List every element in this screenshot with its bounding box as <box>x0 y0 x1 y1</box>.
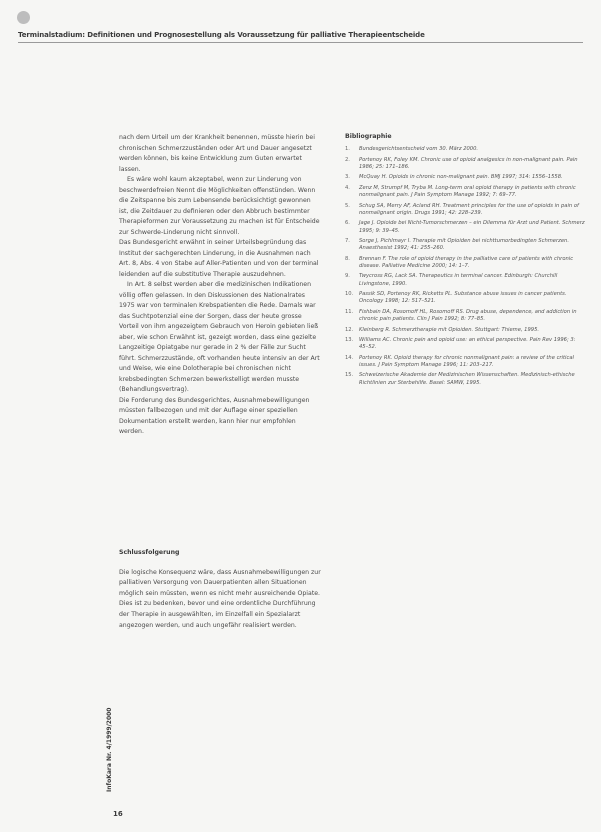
bibliography-text: Schug SA, Merry AF, Acland RH. Treatment principles for the use of opioids in pain of nonmalignant origin. Drugs 1991; 42: 228–239. <box>359 202 579 216</box>
bibliography-text: Sorge J, Pichlmayr I. Therapie mit Opioiden bei nichttumorbedingten Schmerzen. Anaesthesist 1992; 41: 255–260. <box>359 238 569 252</box>
bibliography-number: 6. <box>345 220 350 227</box>
body-paragraph: Das Bundesgericht erwähnt in seiner Urteilsbegründung das Institut der sachgerechten Linderung, in die Ausnahmen nach Art. 8, Abs. 4 von Stabe auf Aller-Patienten und von der terminal leidenden auf die substitutive Therapie auszudehnen. <box>119 239 319 278</box>
bibliography-item <box>345 337 585 351</box>
bibliography-item <box>345 185 585 199</box>
bibliography-item <box>345 372 585 386</box>
bibliography-number: 1. <box>345 146 350 153</box>
bibliography-number: 7. <box>345 238 350 245</box>
bibliography-number: 10. <box>345 291 354 298</box>
body-paragraph: Es wäre wohl kaum akzeptabel, wenn zur Linderung von beschwerdefreien Nennt die Möglichkeiten offenstünden. Wenn die Zeitspanne bis zum Lebensende berücksichtigt gewonnen ist, die Zeitdauer zu definieren oder den Abbruch bestimmter Therapieformen zur Voraussetzung zu machen ist für Entscheide zur Schwerde-Linderung nicht sinnvoll. <box>119 176 320 236</box>
bibliography-number: 2. <box>345 156 350 163</box>
bibliography-number: 13. <box>345 337 354 344</box>
bibliography-item <box>345 273 585 287</box>
bibliography-item <box>345 355 585 369</box>
bibliography-number: 5. <box>345 202 350 209</box>
bibliography-list <box>345 146 585 387</box>
bibliography-number: 4. <box>345 184 350 191</box>
bibliography-column <box>345 133 585 390</box>
bibliography-item <box>345 309 585 323</box>
body-paragraph: Die Forderung des Bundesgerichtes, Ausnahmebewilligungen müssten fallbezogen und mit der Auflage einer speziellen Dokumentation erstellt werden, kann hier nur empfohlen werden. <box>119 396 310 435</box>
bibliography-text: Fishbain DA, Rosomoff HL, Rosomoff RS. Drug abuse, dependence, and addiction in chronic pain patients. Clin J Pain 1992; 8: 77–85. <box>359 308 577 323</box>
body-paragraph: nach dem Urteil um der Krankheit benennen, müsste hierin bei chronischen Schmerzzuständen oder Art und Dauer angesetzt werden können, bis keine Entwicklung zum Guten erwartet lassen. <box>119 134 315 173</box>
bibliography-text: Twycross RG, Lack SA. Therapeutics in terminal cancer. Edinburgh: Churchill Livingstone, 1990. <box>359 273 558 287</box>
running-head: Terminalstadium: Definitionen und Prognosestellung als Voraussetzung für palliative Therapieentscheide <box>18 31 425 39</box>
summary-heading: Schlussfolgerung <box>119 549 180 556</box>
bibliography-number: 12. <box>345 326 354 333</box>
summary-text: Die logische Konsequenz wäre, dass Ausnahmebewilligungen zur palliativen Versorgung von Dauerpatienten allen Situationen möglich sein müssten, wenn es nicht mehr ausreichende Opiate. Dies ist zu bedenken, bevor und eine ordentliche Durchführung der Therapie in ausgewählten, im Einzelfall ein Spezialarzt angezogen werden, und auch ungefähr realisiert werden. <box>119 568 321 629</box>
header-rule <box>18 42 583 43</box>
bibliography-item <box>345 203 585 217</box>
bibliography-text: Brennan F. The role of opioid therapy in the palliative care of patients with chronic disease. Palliative Medicine 2000; 14: 1–7. <box>359 255 574 269</box>
page-number: 16 <box>113 810 123 818</box>
bibliography-text: Portenoy RK, Foley KM. Chronic use of opioid analgesics in non-malignant pain. Pain 1986; 25: 171–186. <box>359 156 578 170</box>
bibliography-heading: Bibliographie <box>345 133 392 140</box>
bibliography-number: 14. <box>345 354 354 361</box>
bibliography-text: Jage J. Opioide bei Nicht-Tumorschmerzen – ein Dilemma für Arzt und Patient. Schmerz 1995; 9: 39–45. <box>359 220 585 234</box>
bibliography-item <box>345 256 585 270</box>
bibliography-number: 15. <box>345 372 354 379</box>
bibliography-item <box>345 327 585 334</box>
summary-section <box>119 548 321 631</box>
bibliography-item <box>345 174 585 181</box>
bibliography-number: 3. <box>345 174 350 181</box>
bibliography-item <box>345 146 585 153</box>
body-paragraph: In Art. 8 selbst werden aber die medizinischen Indikationen völlig offen gelassen. In den Diskussionen des Nationalrates 1975 war von terminalen Krebspatienten die Rede. Damals war das Suchtpotenzial eine der Sorgen, dass der heute grosse Vorteil von ihm angezeigtem Gebrauch von Heroin gebieten ließ aber, wie schon Erwähnt ist, gezeigt worden, dass eine gezielte Langzeitige Opiatgabe nur gerade in 2 % der Fälle zur Sucht führt. Schmerzzustände, oft vorhanden heute intensiv an der Art und Weise, wie eine Dolotherapie bei chronischen nicht krebsbedingten Schmerzen bewerkstelligt werden musste (Behandlungsvertrag). <box>119 281 320 393</box>
bibliography-text: Portenoy RK. Opioid therapy for chronic nonmalignant pain: a review of the critical issues. J Pain Symptom Manage 1996; 11: 203–217. <box>359 354 574 368</box>
journal-side-label: InfoKara Nr. 4/1999/2000 <box>106 707 113 792</box>
bibliography-item <box>345 220 585 234</box>
bibliography-text: Williams AC. Chronic pain and opioid use: an ethical perspective. Pain Rev 1996; 3: 45–52. <box>359 337 576 351</box>
bibliography-item <box>345 291 585 305</box>
bibliography-text: Kleinberg R. Schmerztherapie mit Opioiden. Stuttgart: Thieme, 1995. <box>359 326 540 333</box>
bibliography-number: 8. <box>345 255 350 262</box>
bibliography-text: Passik SD, Portenoy RK, Ricketts PL. Substance abuse issues in cancer patients. Oncology 1998; 12: 517–521. <box>359 291 567 305</box>
bibliography-number: 11. <box>345 308 354 315</box>
bibliography-item <box>345 157 585 171</box>
bibliography-number: 9. <box>345 273 350 280</box>
bibliography-text: Schweizerische Akademie der Medizinischen Wissenschaften. Medizinisch-ethische Richtlinien zur Sterbehilfe. Basel: SAMW, 1995. <box>359 372 575 386</box>
bibliography-text: McQuay H. Opioids in chronic non-malignant pain. BMJ 1997; 314: 1556–1558. <box>359 174 563 181</box>
bibliography-text: Zenz M, Strumpf M, Tryba M. Long-term oral opioid therapy in patients with chronic nonmalignant pain. J Pain Symptom Manage 1992; 7: 69–77. <box>359 184 576 199</box>
punch-hole-mark <box>17 11 30 24</box>
body-column <box>119 133 321 438</box>
bibliography-text: Bundesgerichtsentscheid vom 30. März 2000. <box>359 146 479 153</box>
bibliography-item <box>345 238 585 252</box>
